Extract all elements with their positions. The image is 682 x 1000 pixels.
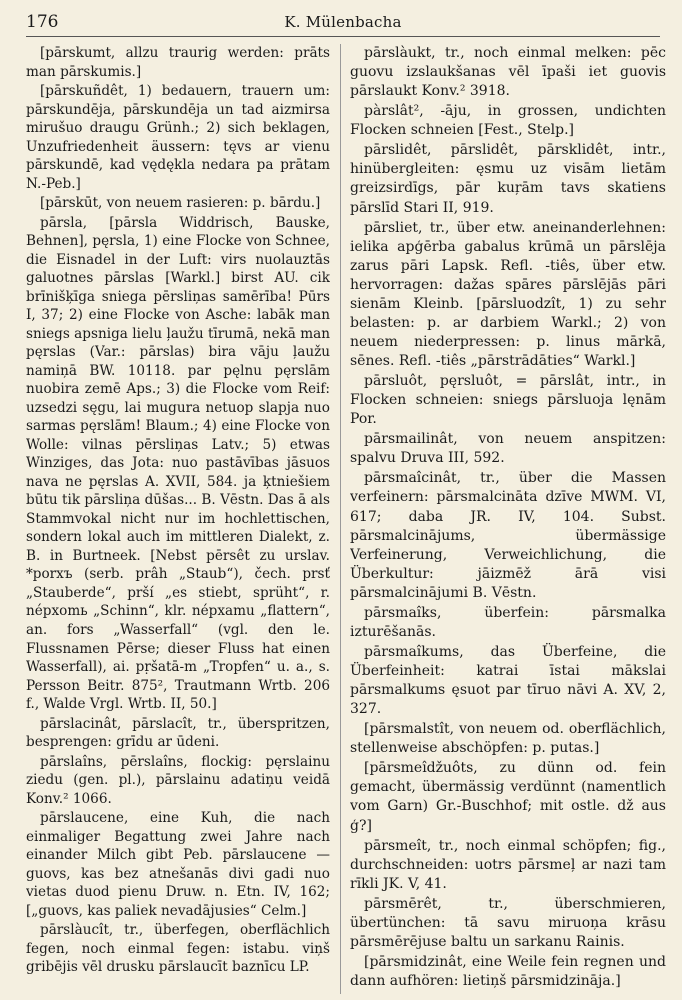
left-column: [26, 44, 330, 994]
dictionary-entry: pārsluôt, pęrsluôt, = pārslât, intr., in Flocken schneien: sniegs pārsluoja lęnām Por.: [350, 373, 666, 428]
dictionary-entry: [pārskūt, von neuem rasieren: p. bārdu.]: [40, 195, 321, 212]
dictionary-entry: [pārsmalstît, von neuem od. oberflächlich, stellenweise abschöpfen: p. putas.]: [350, 721, 666, 757]
column-divider: [340, 44, 341, 994]
dictionary-entry: pàrslât², -āju, in grossen, undichten Flocken schneien [Fest., Stelp.]: [350, 103, 666, 139]
dictionary-entry: pārsmaîks, überfein: pārsmalka izturēšanās.: [350, 604, 666, 640]
dictionary-entry: pārsla, [pārsla Widdrisch, Bauske, Behnen], pęrsla, 1) eine Flocke von Schnee, die Eisnadel in der Luft: virs nuolauztās galuotnes pārslas [Warkl.] birst AU. cik brīnišķīga sniega pērsliņas samērība! Pūrs I, 37; 2) eine Flocke von Asche: labāk man sniegs apsniga lielu ļaužu tīrumā, nekā man pęrslas (Var.: pārslas) bira vāju ļaužu namiņā BW. 10118. par pęlnu pęrslām nuobira zemē Aps.; 3) die Flocke vom Reif: uzsedzi sęgu, lai mugura netuop slapja nuo sarmas pęrslām! Blaum.; 4) eine Flocke von Wolle: vilnas pērsliņas Latv.; 5) etwas Winziges, das Jota: nuo pastāvības jāsuos nava ne pęrslas A. XVII, 584. ja ķtniešiem būtu tik pārsliņa dūšas... B. Vēstn. Das ā als Stammvokal nicht nur im hochlettischen, sondern lokal auch im mittleren Dialekt, z. B. in Burtneek. [Nebst pērsêt zu urslav. *porxъ (serb. prâh „Staub“), čech. prsť „Stauberde“, prší „es stiebt, sprüht“, r. népxomь „Schinn“, klr. népxamu „flattern“, an. fors „Wasserfall“ (vgl. den le. Flussnamen Pērse; dieser Fluss hat einen Wasserfall), ai. pṛšatā-m „Tropfen“ u. a., s. Persson Beitr. 875², Trautmann Wrtb. 206 f., Walde Vrgl. Wrtb. II, 50.]: [26, 214, 330, 713]
dictionary-entry: pārslàukt, tr., noch einmal melken: pēc guovu izslaukšanas vēl īpaši iet guovis pārslaukt Konv.² 3918.: [350, 45, 666, 100]
dictionary-entry: [pārskuñdêt, 1) bedauern, trauern um: pārskundēja, pārskundēja un tad aizmirsa mirušuo draugu Grünh.; 2) sich beklagen, Unzufriedenheit äussern: tęvs ar vienu pārskundē, kad vędękla nedara pa prātam N.-Peb.]: [26, 83, 330, 192]
dictionary-entry: [pārskumt, allzu traurig werden: prāts man pārskumis.]: [26, 45, 330, 80]
dictionary-entry: pārslaucene, eine Kuh, die nach einmaliger Begattung zwei Jahre nach einander Milch gibt Peb. pārslaucene — guovs, kas bez atnešanās divi gadi nuo vietas duod pienu Druw. n. Etn. IV, 162; [„guovs, kas paliek nevadājusies“ Celm.]: [26, 810, 330, 919]
running-head: K. Mülenbacha: [284, 13, 402, 31]
dictionary-entry: pārslàucît, tr., überfegen, oberflächlich fegen, noch einmal fegen: istabu. viņš gribējis vēl drusku pārslaucīt baznīcu LP.: [26, 922, 330, 976]
dictionary-entry: pārsmeît, tr., noch einmal schöpfen; fig., durchschneiden: uotrs pārsmeļ ar nazi tam rīkli JK. V, 41.: [350, 837, 666, 892]
dictionary-entry: pārslacinât, pārslacît, tr., überspritzen, besprengen: grīdu ar ūdeni.: [26, 715, 330, 751]
dictionary-entry: pārsliet, tr., über etw. aneinanderlehnen: ielika apģērba gabalus krūmā un pārslēja zarus pāri Lapsk. Refl. -tiês, über etw. hervorragen: dažas spāres pārslējās pāri sienām Kleinb. [pārsluodzît, 1) zu sehr belasten: p. ar darbiem Warkl.; 2) von neuem niederpressen: p. linus mārkā, sēnes. Refl. -tiês „pārstrādāties“ Warkl.]: [350, 219, 666, 369]
dictionary-entry: [pārsmeîdžuôts, zu dünn od. fein gemacht, übermässig verdünnt (namentlich vom Garn) Gr.-Buschhof; mit ostle. dž aus ģ?]: [350, 760, 666, 834]
dictionary-entry: pārslidêt, pārslidêt, pārsklidêt, intr., hinübergleiten: ęsmu uz visām lietām greizsirdīgs, pār kuŗām tavs skatiens pārslīd Stari II, 919.: [350, 142, 666, 216]
page-header: [26, 10, 660, 37]
page-number: 176: [26, 12, 59, 32]
dictionary-entry: pārsmaîkums, das Überfeine, die Überfeinheit: katrai īstai mākslai pārsmalkums ęsuot par tīruo nāvi A. XV, 2, 327.: [350, 643, 666, 718]
dictionary-entry: pārsmērêt, tr., überschmieren, übertünchen: tā savu miruoņa krāsu pārsmērējuse baltu un sarkanu Rainis.: [350, 895, 666, 950]
right-column: [350, 44, 666, 994]
dictionary-entry: pārslaîns, pērslaîns, flockig: pęrslainu ziedu (gen. pl.), pārslainu adatiņu veidā Konv.² 1066.: [26, 753, 330, 807]
dictionary-entry: [pārsmidzinât, eine Weile fein regnen und dann aufhören: lietiņš pārsmidzināja.]: [350, 953, 666, 989]
dictionary-entry: pārsmailinât, von neuem anspitzen: spalvu Druva III, 592.: [350, 431, 666, 467]
dictionary-entry: pārsmaîcinât, tr., über die Massen verfeinern: pārsmalcināta dzīve MWM. VI, 617; daba JR. IV, 104. Subst. pārsmalcinājums, übermässige Verfeinerung, Verweichlichung, die Überkultur: jāizmēž ārā visi pārsmalcinājumi B. Vēstn.: [350, 470, 666, 601]
